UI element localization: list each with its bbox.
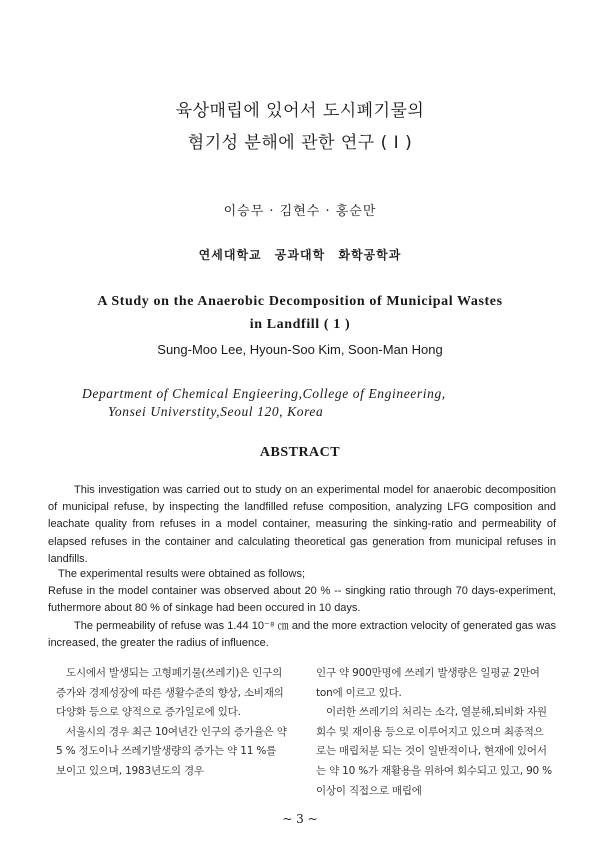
abstract-paragraph-2: The experimental results were obtained as follows; (58, 568, 306, 580)
abstract-heading: ABSTRACT (259, 445, 341, 460)
english-title-line2: in Landfill ( 1 ) (249, 317, 351, 332)
body-column-left (56, 664, 288, 782)
department-line2: Yonsei Universtity,Seoul 120, Korea (108, 404, 324, 419)
korean-authors: 이승무 · 김현수 · 홍순만 (223, 204, 377, 219)
body-right-paragraph-1: 인구 약 900만명에 쓰레기 발생량은 일평균 2만여 ton에 이르고 있다. (316, 667, 540, 699)
body-left-paragraph-2: 서울시의 경우 최근 10여년간 인구의 증가율은 약 5 % 정도이나 쓰레기발생량의 증가는 약 11 %를 보이고 있으며, 1983년도의 경우 (56, 725, 287, 777)
page-number: ~ 3 ~ (282, 812, 318, 826)
abstract-paragraph-3: Refuse in the model container was observed about 20 % -- singking ratio through 70 days-experiment, futhermore about 80 % of sinkage had been occured in 10 days. (48, 585, 556, 615)
korean-affiliation: 연세대학교 공과대학 화학공학과 (198, 248, 402, 262)
abstract-paragraph-1: This investigation was carried out to study on an experimental model for anaerobic decomposition of municipal refuse, by inspecting the landfilled refuse composition, analyzing LFG composition and leachate quality from refuses in a model container, measuring the sinking-ratio and permeability of elapsed refuses in the container and calculating theoretical gas generation from municipal refuses in landfills. (48, 484, 556, 565)
body-left-paragraph-1: 도시에서 발생되는 고형폐기물(쓰레기)은 인구의 증가와 경제성장에 따른 생활수준의 향상, 소비재의 다양화 등으로 양적으로 증가일로에 있다. (56, 667, 284, 719)
body-column-right (316, 664, 552, 801)
abstract-block-1 (48, 482, 556, 568)
english-title-line1: A Study on the Anaerobic Decomposition of Municipal Wastes (97, 294, 503, 309)
body-right-paragraph-2: 이러한 쓰레기의 처리는 소각, 열분해,퇴비화 자원회수 및 재이용 등으로 이루어지고 있으며 최종적으로는 매립처분 되는 것이 일반적이나, 현재에 있어서는 약 10 %가 재활용을 위하여 회수되고 있고, 90 % 이상이 직접으로 매립에 (316, 706, 552, 797)
department-line1: Department of Chemical Engieering,College of Engineering, (82, 386, 446, 401)
korean-title-line1: 육상매립에 있어서 도시폐기물의 (175, 101, 425, 121)
english-authors: Sung-Moo Lee, Hyoun-Soo Kim, Soon-Man Hong (157, 342, 443, 357)
abstract-block-2 (48, 566, 556, 652)
abstract-paragraph-4: The permeability of refuse was 1.44 10⁻⁸ ㎝ and the more extraction velocity of generated gas was increased, the greater the radius of influence. (48, 619, 556, 649)
korean-title-line2: 혐기성 분해에 관한 연구 ( I ) (187, 133, 413, 153)
